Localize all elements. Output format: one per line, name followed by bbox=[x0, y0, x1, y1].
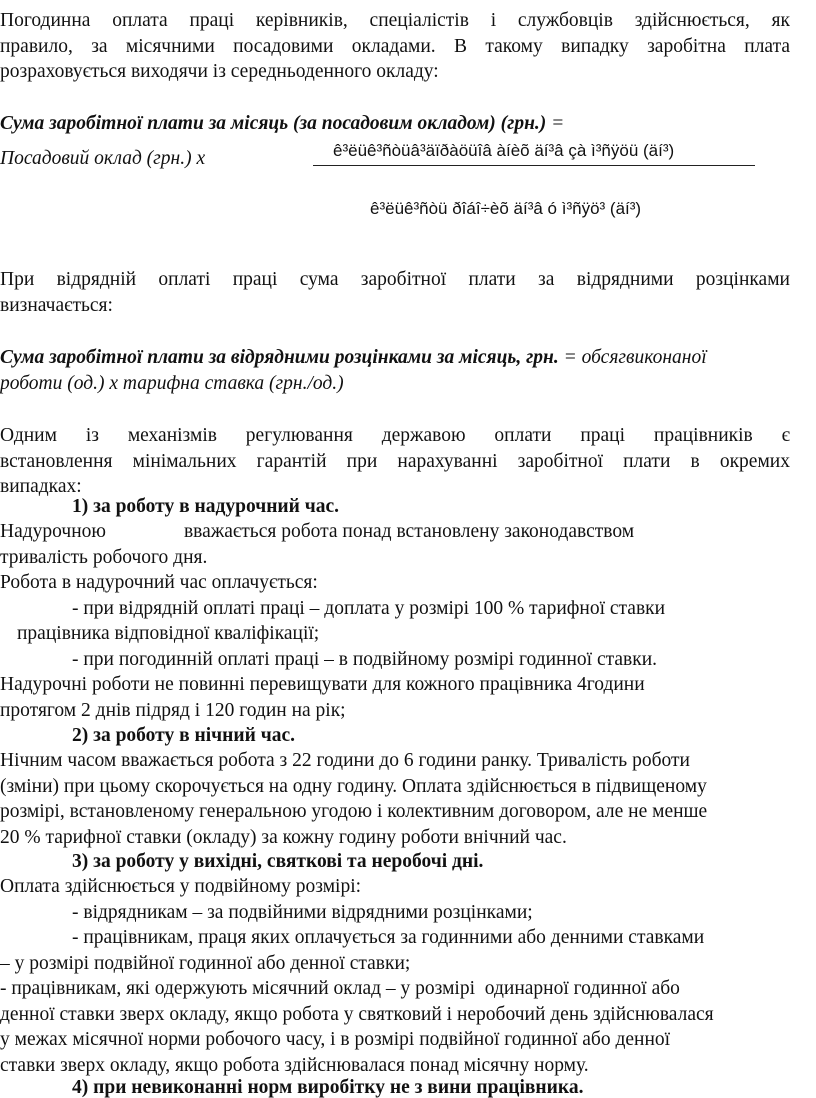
formula-1-denominator: ê³ëüê³ñòü ðîáî÷èõ äí³â ó ì³ñÿö³ (äí³) bbox=[370, 199, 642, 218]
section-1-bullet-1a: - при відрядній оплаті праці – доплата у розмірі 100 % тарифної ставки bbox=[72, 597, 666, 619]
formula-1-left-term: Посадовий оклад (грн.) х bbox=[0, 148, 206, 169]
section-1-definition-line-1: Надурочною вважається робота понад встановлену законодавством bbox=[0, 521, 635, 542]
formula-1-numerator: ê³ëüê³ñòüâ³äïðàöüîâ àíèõ äí³â çà ì³ñÿöü (äí³) bbox=[333, 141, 675, 160]
section-1-bullet-2: - при погодинній оплаті праці – в подвійному розмірі годинної ставки. bbox=[72, 648, 658, 670]
piecework-line-2: визначається: bbox=[0, 294, 113, 316]
section-2-line-2: (зміни) при цьому скорочується на одну годину. Оплата здійснюється в підвищеному bbox=[0, 775, 707, 797]
section-3-heading: 3) за роботу у вихідні, святкові та неробочі дні. bbox=[72, 851, 484, 872]
mechanism-line-2: встановлення мінімальних гарантій при нарахуванні заробітної плати в окремих bbox=[0, 450, 790, 472]
intro-line-3: розраховується виходячи із середньоденного окладу: bbox=[0, 61, 439, 82]
intro-line-1: Погодинна оплата праці керівників, спеціалістів і службовців здійснюється, як bbox=[0, 10, 790, 31]
formula-1-title-line bbox=[0, 111, 790, 137]
intro-paragraph bbox=[0, 8, 790, 85]
section-1-paid-line: Робота в надурочний час оплачується: bbox=[0, 572, 318, 593]
section-3-bullet-1: - відрядникам – за подвійними відрядними розцінками; bbox=[72, 901, 533, 923]
section-3-body bbox=[0, 874, 790, 1078]
mechanism-line-1: Одним із механізмів регулювання державою оплати праці працівників є bbox=[0, 425, 790, 446]
section-2-body bbox=[0, 748, 790, 850]
section-1-body bbox=[0, 519, 790, 723]
section-4-heading: 4) при невиконанні норм виробітку не з вини працівника. bbox=[72, 1077, 584, 1098]
formula-2-rest-1: = обсягвиконаної bbox=[558, 347, 707, 368]
section-1-definition-line-2: тривалість робочого дня. bbox=[0, 546, 208, 568]
section-3-bullet-2a: - працівникам, праця яких оплачується за годинними або денними ставками bbox=[72, 927, 705, 948]
section-2-line-4: 20 % тарифної ставки (окладу) за кожну годину роботи внічний час. bbox=[0, 826, 567, 848]
section-3-bullet-3c: у межах місячної норми робочого часу, і в розмірі подвійної годинної або денної bbox=[0, 1029, 671, 1050]
formula-1-title: Сума заробітної плати за місяць (за посадовим окладом) (грн.) bbox=[0, 113, 547, 134]
section-1-heading: 1) за роботу в надурочний час. bbox=[72, 496, 340, 517]
section-3-bullet-3d: ставки зверх окладу, якщо робота здійснювалася понад місячну норму. bbox=[0, 1054, 589, 1076]
section-1-limit-line-2: протягом 2 днів підряд і 120 годин на рік; bbox=[0, 699, 346, 721]
section-3-intro: Оплата здійснюється у подвійному розмірі: bbox=[0, 876, 362, 897]
mechanism-paragraph bbox=[0, 423, 790, 500]
section-2-line-1: Нічним часом вважається робота з 22 години до 6 години ранку. Тривалість роботи bbox=[0, 750, 690, 771]
section-2-line-3: розмірі, встановленому генеральною угодою і колективним договором, але не менше bbox=[0, 801, 708, 822]
formula-2-rest-2: роботи (од.) х тарифна ставка (грн./од.) bbox=[0, 372, 344, 394]
section-3-bullet-3b: денної ставки зверх окладу, якщо робота у святковий і неробочий день здійснювалася bbox=[0, 1003, 714, 1025]
section-1-limit-line-1: Надурочні роботи не повинні перевищувати для кожного працівника 4години bbox=[0, 674, 645, 695]
formula-2 bbox=[0, 345, 790, 396]
formula-1-fraction-bar bbox=[313, 165, 755, 166]
section-3-bullet-3a: - працівникам, які одержують місячний оклад – у розмірі одинарної годинної або bbox=[0, 978, 680, 999]
piecework-line-1: При відрядній оплаті праці сума заробітної плати за відрядними розцінками bbox=[0, 269, 790, 290]
formula-2-title: Сума заробітної плати за відрядними розцінками за місяць, грн. bbox=[0, 347, 559, 368]
section-3-bullet-2b: – у розмірі подвійної годинної або денної ставки; bbox=[0, 952, 411, 974]
piecework-paragraph bbox=[0, 267, 790, 318]
section-2-heading: 2) за роботу в нічний час. bbox=[72, 725, 296, 746]
formula-1-equals: = bbox=[546, 113, 565, 134]
intro-line-2: правило, за місячними посадовими окладами. В такому випадку заробітна плата bbox=[0, 35, 790, 57]
section-1-bullet-1b: працівника відповідної кваліфікації; bbox=[17, 623, 320, 644]
mechanism-line-3: випадках: bbox=[0, 476, 82, 497]
